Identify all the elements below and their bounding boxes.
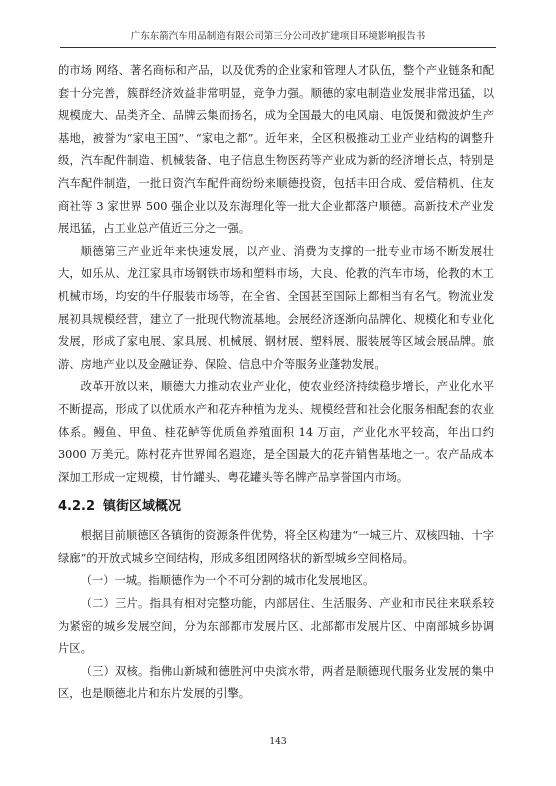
running-header: 广东东箭汽车用品制造有限公司第三分公司改扩建项目环境影响报告书	[60, 30, 496, 48]
paragraph-one-city: （一）一城。指顺德作为一个不可分割的城市化发展地区。	[80, 574, 375, 588]
paragraph-dual-core: （三）双核。指佛山新城和德胜河中央滨水带，两者是顺德现代服务业发展的集中区，也是顺德北片和东片发展的引擎。	[58, 664, 494, 701]
paragraph-tertiary: 顺德第三产业近年来快速发展，以产业、消费为支撑的一批专业市场不断发展壮大，如乐从、龙江家具市场钢铁市场和塑料市场，大良、伦教的汽车市场，伦教的木工机械市场，均安的牛仔服装市场等，在全省、全国甚至国际上都相当有名气。物流业发展初具规模经营，建立了一批现代物流基地。会展经济逐渐向品牌化、规模化和专业化发展，形成了家电展、家具展、机械展、钢材展、塑料展、服装展等区域会展品牌。旅游、房地产业以及金融证券、保险、信息中介等服务业蓬勃发展。	[58, 244, 494, 371]
paragraph-industry: 的市场 网络、著名商标和产品，以及优秀的企业家和管理人才队伍，整个产业链条和配套十分完善，簇群经济效益非常明显，竞争力强。顺德的家电制造业发展非常迅猛，以规模庞大、品类齐全、品牌云集而扬名，成为全国最大的电风扇、电饭煲和微波炉生产基地，被誉为“家电王国”、“家电之都”。近年来，全区积极推动工业产业结构的调整升级，汽车配件制造、机械装备、电子信息生物医药等产业成为新的经济增长点，特别是汽车配件制造，一批日资汽车配件商纷纷来顺德投资，包括丰田合成、爱信精机、住友商社等 3 家世界 500 强企业以及东海理化等一批大企业都落户顺德。高新技术产业发展迅猛，占工业总产值近三分之一强。	[58, 64, 494, 236]
paragraph-three-areas: （二）三片。指具有相对完整功能，内部居住、生活服务、产业和市民往来联系较为紧密的城乡发展空间，分为东部都市发展片区、北部都市发展片区、中南部城乡协调片区。	[58, 597, 494, 656]
page-number: 143	[269, 737, 287, 747]
document-body	[58, 60, 494, 706]
section-title: 镇街区域概况	[103, 499, 182, 515]
section-number: 4.2.2	[58, 499, 96, 515]
paragraph-agriculture: 改革开放以来，顺德大力推动农业产业化，使农业经济持续稳步增长，产业化水平不断提高，形成了以优质水产和花卉种植为龙头、规模经营和社会化服务相配套的农业体系。鳗鱼、甲鱼、桂花鲈等优质鱼养殖面积 14 万亩，产业化水平较高，年出口约 3000 万美元。陈村花卉世界闻名遐迩，是全国最大的花卉销售基地之一。农产品成本深加工形成一定规模，甘竹罐头、粤花罐头等名牌产品享誉国内市场。	[58, 380, 494, 484]
paragraph-spatial-structure: 根据目前顺德区各镇街的资源条件优势，将全区构建为“一城三片、双核四轴、十字绿廊”的开放式城乡空间结构，形成多组团网络状的新型城乡空间格局。	[58, 529, 494, 565]
section-heading	[58, 497, 494, 517]
